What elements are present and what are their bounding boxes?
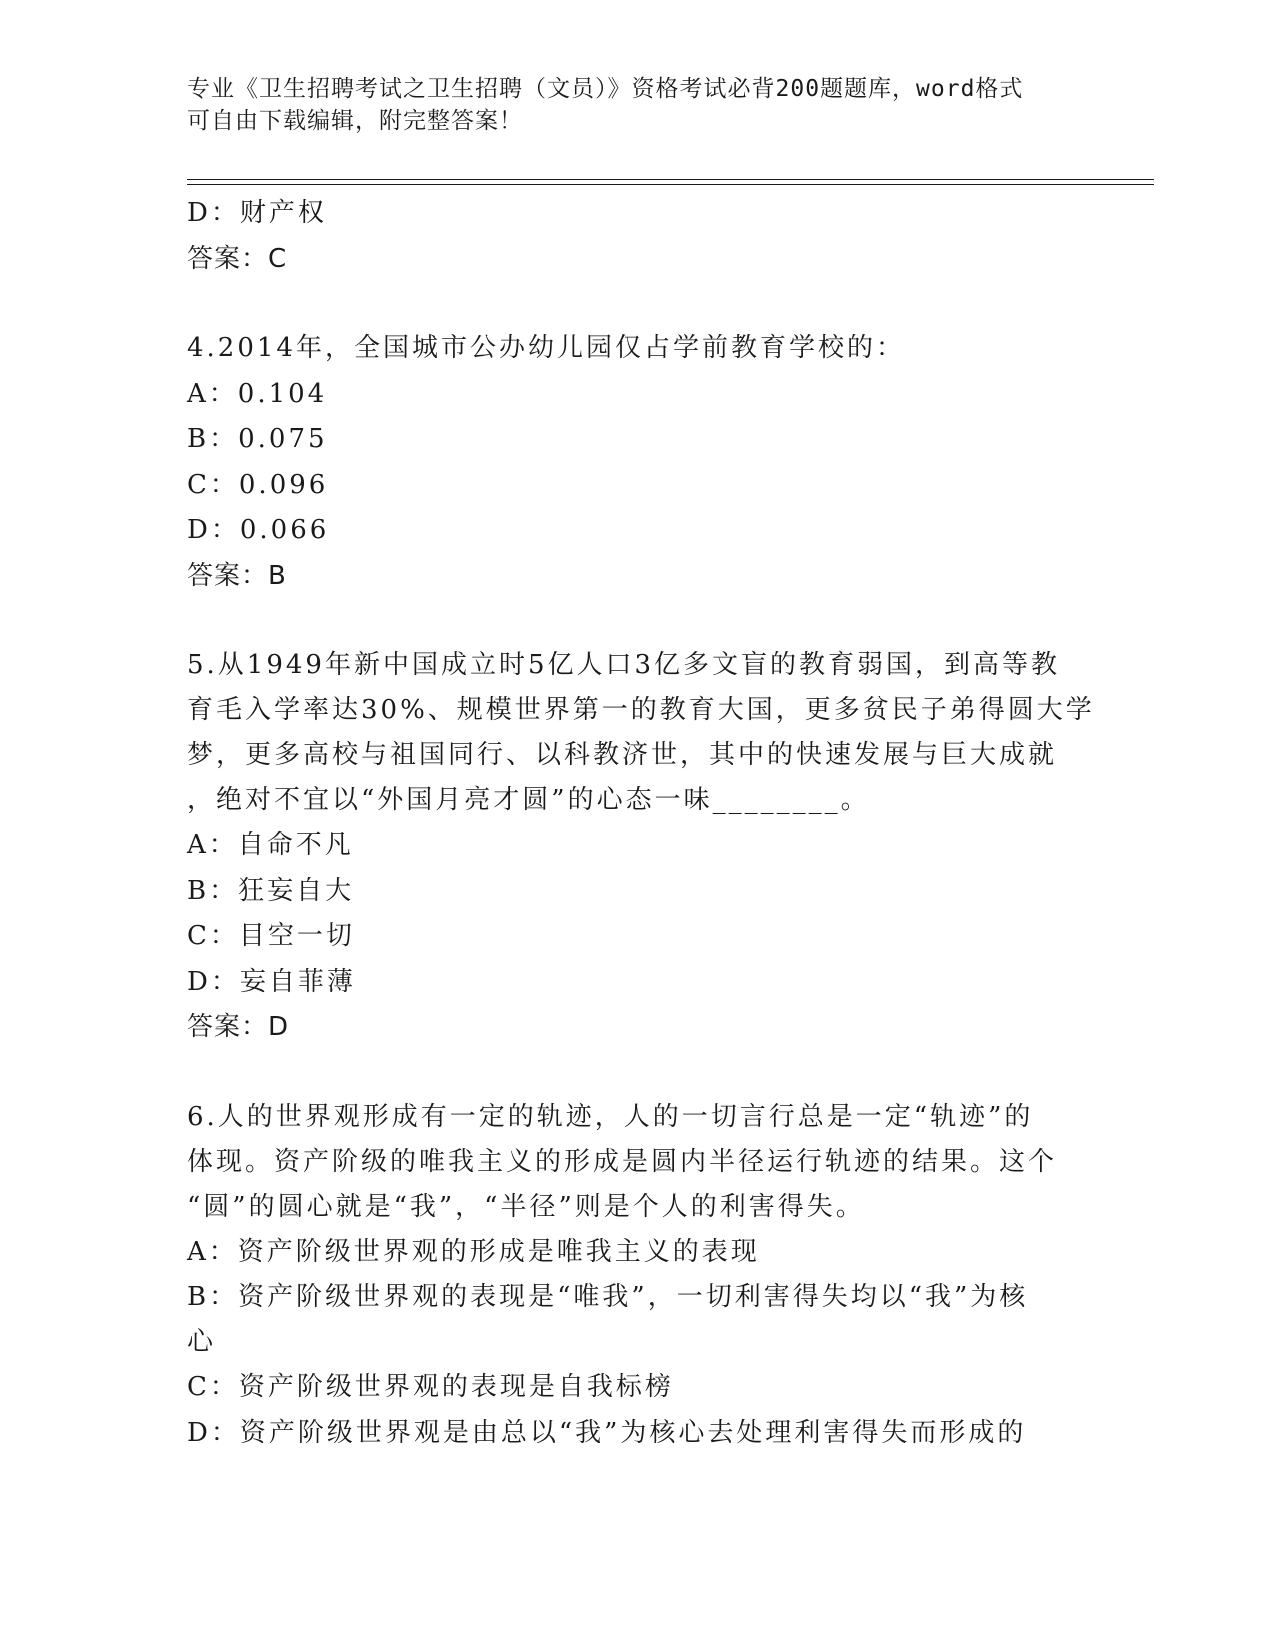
q6-stem-line-3: “圆”的圆心就是“我”，“半径”则是个人的利害得失。: [187, 1191, 865, 1222]
q5-answer: 答案：D: [187, 1012, 290, 1042]
q4-option-d: D：0.066: [187, 515, 330, 545]
question-3-tail: [187, 191, 1087, 282]
q6-option-d: D：资产阶级世界观是由总以“我”为核心去处理利害得失而形成的: [187, 1417, 1027, 1448]
q6-stem-line-1: 6.人的世界观形成有一定的轨迹，人的一切言行总是一定“轨迹”的: [187, 1101, 1034, 1132]
q5-option-b: B：狂妄自大: [187, 875, 355, 906]
question-5: [187, 643, 1095, 1051]
q4-option-b: B：0.075: [187, 424, 328, 454]
q6-option-c: C：资产阶级世界观的表现是自我标榜: [187, 1372, 674, 1402]
spacer: [187, 282, 1087, 326]
question-4: [187, 326, 1087, 599]
q5-stem-line-4: ，绝对不宜以“外国月亮才圆”的心态一味________。: [187, 785, 870, 815]
q5-stem-line-1: 5.从1949年新中国成立时5亿人口3亿多文盲的教育弱国，到高等教: [187, 650, 1061, 680]
q5-option-a: A：自命不凡: [187, 830, 354, 860]
header-line-2: 可自由下载编辑，附完整答案！: [187, 108, 523, 134]
q3-option-d: D：财产权: [187, 198, 327, 228]
question-6: [187, 1095, 1087, 1457]
spacer: [187, 599, 1087, 643]
q4-option-a: A：0.104: [187, 378, 328, 409]
spacer: [187, 1051, 1087, 1095]
q5-option-c: C：目空一切: [187, 921, 355, 951]
header-line-1: 专业《卫生招聘考试之卫生招聘（文员）》资格考试必背200题题库，word格式: [187, 76, 1024, 102]
header-divider-top: [187, 179, 1154, 180]
q6-option-b-line-2: 心: [187, 1327, 217, 1357]
q4-answer: 答案：B: [187, 560, 287, 591]
q6-option-b-line-1: B：资产阶级世界观的表现是“唯我”，一切利害得失均以“我”为核: [187, 1282, 1029, 1312]
q4-stem: 4.2014年，全国城市公办幼儿园仅占学前教育学校的：: [187, 333, 905, 363]
q5-stem-line-3: 梦，更多高校与祖国同行、以科教济世，其中的快速发展与巨大成就: [187, 740, 1058, 770]
q3-answer: 答案：C: [187, 243, 288, 274]
q6-option-a: A：资产阶级世界观的形成是唯我主义的表现: [187, 1236, 760, 1267]
question-list: [187, 191, 1095, 1456]
q5-stem-line-2: 育毛入学率达30%、规模世界第一的教育大国，更多贫民子弟得圆大学: [187, 695, 1095, 725]
q5-option-d: D：妄自菲薄: [187, 966, 356, 997]
document-header: [187, 73, 1087, 137]
header-divider-bottom: [187, 184, 1154, 185]
q6-stem-line-2: 体现。资产阶级的唯我主义的形成是圆内半径运行轨迹的结果。这个: [187, 1146, 1058, 1177]
q4-option-c: C：0.096: [187, 469, 329, 500]
